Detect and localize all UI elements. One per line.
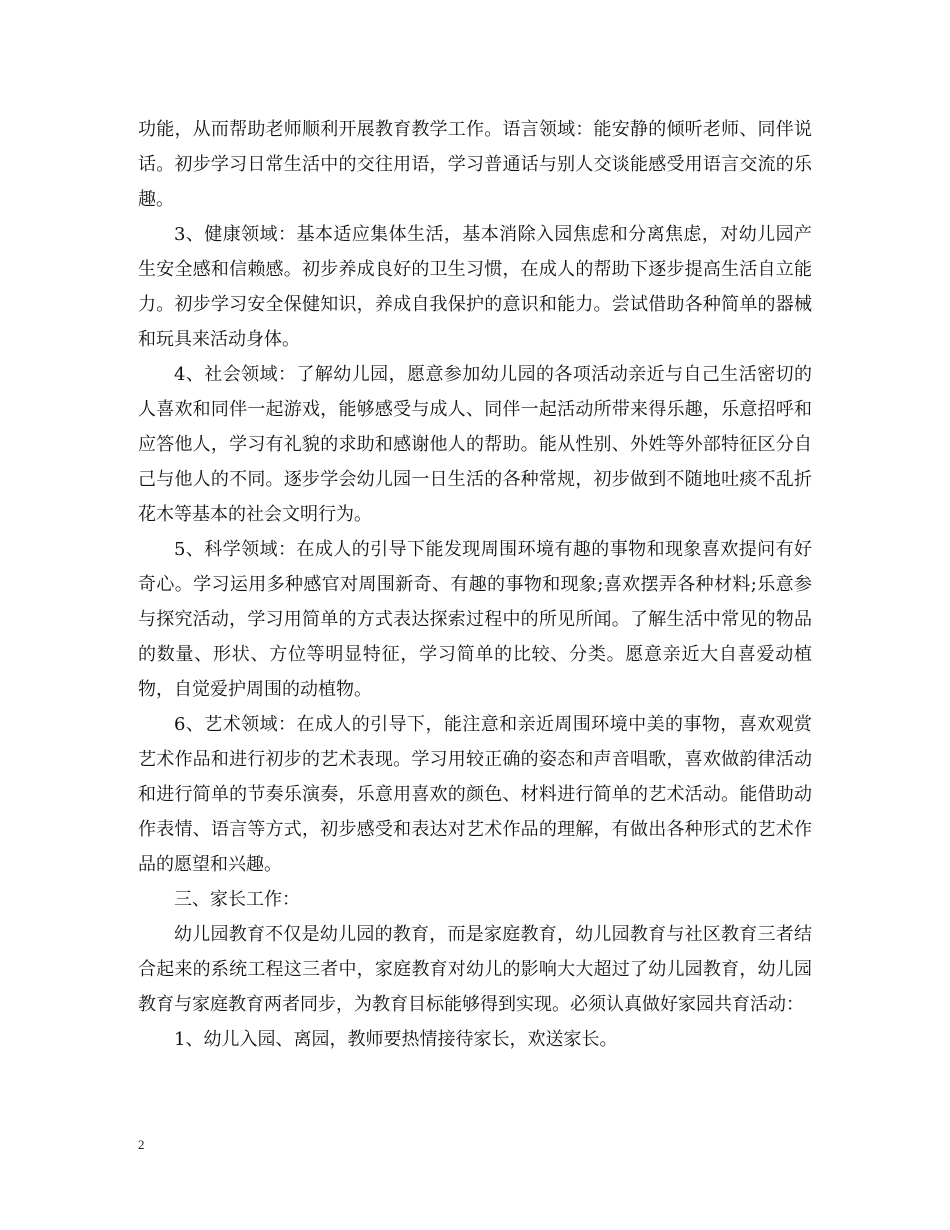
paragraph-4: 5、科学领域：在成人的引导下能发现周围环境有趣的事物和现象喜欢提问有好奇心。学习运用多种感官对周围新奇、有趣的事物和现象;喜欢摆弄各种材料;乐意参与探究活动，学习用简单的方式表达探索过程中的所见所闻。了解生活中常见的物品的数量、形状、方位等明显特征，学习简单的比较、分类。愿意亲近大自喜爱动植物，自觉爱护周围的动植物。 xyxy=(138,539,812,700)
paragraph-1: 功能，从而帮助老师顺利开展教育教学工作。语言领域：能安静的倾听老师、同伴说话。初步学习日常生活中的交往用语，学习普通话与别人交谈能感受用语言交流的乐趣。 xyxy=(138,119,812,210)
paragraph-5: 6、艺术领域：在成人的引导下，能注意和亲近周围环境中美的事物，喜欢观赏艺术作品和进行初步的艺术表现。学习用较正确的姿态和声音唱歌，喜欢做韵律活动和进行简单的节奏乐演奏，乐意用喜欢的颜色、材料进行简单的艺术活动。能借助动作表情、语言等方式，初步感受和表达对艺术作品的理解，有做出各种形式的艺术作品的愿望和兴趣。 xyxy=(138,714,812,875)
paragraph-3: 4、社会领域：了解幼儿园，愿意参加幼儿园的各项活动亲近与自己生活密切的人喜欢和同伴一起游戏，能够感受与成人、同伴一起活动所带来得乐趣，乐意招呼和应答他人，学习有礼貌的求助和感谢他人的帮助。能从性别、外姓等外部特征区分自己与他人的不同。逐步学会幼儿园一日生活的各种常规，初步做到不随地吐痰不乱折花木等基本的社会文明行为。 xyxy=(138,364,812,525)
paragraph-2: 3、健康领域：基本适应集体生活，基本消除入园焦虑和分离焦虑，对幼儿园产生安全感和信赖感。初步养成良好的卫生习惯，在成人的帮助下逐步提高生活自立能力。初步学习安全保健知识，养成自我保护的意识和能力。尝试借助各种简单的器械和玩具来活动身体。 xyxy=(138,224,812,350)
document-body xyxy=(138,112,812,1057)
section-heading-parent-work: 三、家长工作： xyxy=(174,889,300,910)
paragraph-7: 1、幼儿入园、离园，教师要热情接待家长，欢送家长。 xyxy=(174,1029,618,1050)
page-number: 2 xyxy=(138,1137,145,1152)
paragraph-6: 幼儿园教育不仅是幼儿园的教育，而是家庭教育，幼儿园教育与社区教育三者结合起来的系统工程这三者中，家庭教育对幼儿的影响大大超过了幼儿园教育，幼儿园教育与家庭教育两者同步，为教育目标能够得到实现。必须认真做好家园共育活动： xyxy=(138,924,812,1015)
